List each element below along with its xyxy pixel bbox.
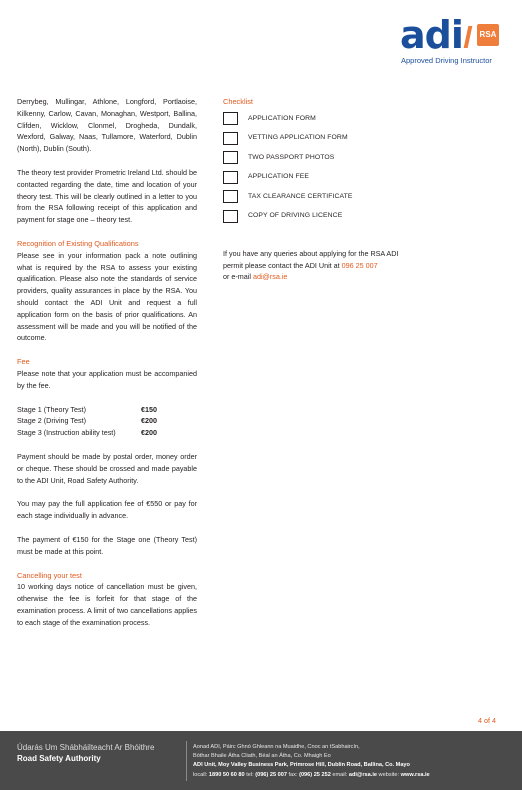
fee-row bbox=[17, 404, 197, 416]
stage-label: Stage 3 bbox=[17, 428, 42, 438]
fee-heading: Fee bbox=[17, 357, 30, 367]
checklist bbox=[223, 109, 413, 226]
checkbox[interactable] bbox=[223, 210, 238, 223]
tel-number: (096) 25 007 bbox=[255, 771, 287, 778]
stage-one-payment-paragraph: The payment of €150 for the Stage one (Theory Test) must be made at this point. bbox=[17, 534, 197, 556]
checklist-label: COPY OF DRIVING LICENCE bbox=[248, 212, 343, 220]
payment-paragraph: Payment should be made by postal order, money order or cheque. These should be crossed and made payable to the ADI Unit, Road Safety Authority. bbox=[17, 451, 197, 485]
stage-label: Stage 1 bbox=[17, 404, 42, 414]
stage-label: Stage 2 bbox=[17, 416, 42, 426]
checkbox[interactable] bbox=[223, 171, 238, 184]
footer bbox=[0, 731, 522, 790]
locall-label: locall: bbox=[193, 771, 209, 778]
org-name-english: Road Safety Authority bbox=[17, 754, 101, 763]
footer-website-link[interactable]: www.rsa.ie bbox=[400, 771, 430, 778]
checklist-item[interactable] bbox=[223, 128, 413, 148]
rsa-badge: RSA bbox=[477, 24, 499, 46]
stage-amount: €200 bbox=[141, 416, 157, 426]
org-name-irish: Údarás Um Shábháilteacht Ar Bhóithre bbox=[17, 743, 155, 752]
fee-paragraph: Please note that your application must be accompanied by the fee. bbox=[17, 368, 197, 390]
checkbox[interactable] bbox=[223, 112, 238, 125]
checklist-item[interactable] bbox=[223, 206, 413, 226]
stage-amount: €200 bbox=[141, 428, 157, 438]
checklist-label: APPLICATION FORM bbox=[248, 114, 316, 122]
fee-table bbox=[17, 404, 197, 439]
full-fee-paragraph: You may pay the full application fee of €550 or pay for each stage individually in advance. bbox=[17, 499, 197, 521]
phone-link[interactable]: 096 25 007 bbox=[341, 260, 378, 270]
cancel-heading: Cancelling your test bbox=[17, 570, 82, 580]
footer-contacts bbox=[193, 771, 430, 780]
stage-desc: (Theory Test) bbox=[41, 404, 86, 414]
checklist-item[interactable] bbox=[223, 187, 413, 207]
checkbox[interactable] bbox=[223, 190, 238, 203]
fax-number: (096) 25 252 bbox=[299, 771, 331, 778]
email-prefix: or e-mail bbox=[223, 272, 253, 282]
address-english: ADI Unit, Moy Valley Business Park, Primrose Hill, Dublin Road, Ballina, Co. Mayo bbox=[193, 762, 410, 769]
recognition-paragraph: Please see in your information pack a note outlining what is required by the RSA to assess your existing qualification. Please also note the standards of service providers, quality assurances in place by the RSA. You should contact the ADI Unit and request a full application form on the basis of prior qualifications. An assessment will be made and you will be notified of the outcome. bbox=[17, 250, 197, 343]
stage-desc: (Instruction ability test) bbox=[41, 428, 116, 438]
queries-paragraph bbox=[223, 248, 413, 283]
fee-row bbox=[17, 427, 197, 439]
footer-org bbox=[17, 742, 154, 764]
queries-text: If you have any queries about applying for the RSA ADI permit please contact the ADI Unit at bbox=[223, 248, 399, 270]
fee-row bbox=[17, 415, 197, 427]
fax-label: fax: bbox=[286, 771, 300, 778]
checklist-heading: Checklist bbox=[223, 97, 253, 106]
logo-tagline: Approved Driving Instructor bbox=[401, 56, 492, 65]
logo-slash-icon bbox=[464, 26, 473, 48]
theory-test-paragraph: The theory test provider Prometric Ireland Ltd. should be contacted regarding the date, time and location of your theory test. This will be clearly outlined in a letter to you from the RSA following receipt of this application and payment for stage one – theory test. bbox=[17, 167, 197, 225]
footer-email-link[interactable]: adi@rsa.ie bbox=[348, 771, 377, 778]
address-irish-line-2: Bóthar Bhaile Átha Cliath, Béal an Átha, Co. Mhaigh Eo bbox=[193, 753, 331, 760]
page-number: 4 of 4 bbox=[478, 716, 496, 725]
checklist-label: TWO PASSPORT PHOTOS bbox=[248, 153, 335, 161]
stage-amount: €150 bbox=[141, 404, 157, 414]
recognition-heading: Recognition of Existing Qualifications bbox=[17, 238, 139, 248]
checklist-item[interactable] bbox=[223, 167, 413, 187]
checkbox[interactable] bbox=[223, 151, 238, 164]
checklist-label: TAX CLEARANCE CERTIFICATE bbox=[248, 192, 353, 200]
cancel-paragraph: 10 working days notice of cancellation must be given, otherwise the fee is forfeit for that stage of the examination process. A limit of two cancellations applies to each stage of the examination process. bbox=[17, 582, 197, 627]
logo-mark: adi bbox=[400, 13, 463, 57]
checklist-item[interactable] bbox=[223, 148, 413, 168]
tel-label: tel: bbox=[244, 771, 256, 778]
locall-number: 1890 50 60 80 bbox=[208, 771, 245, 778]
left-column bbox=[17, 96, 197, 628]
footer-divider bbox=[186, 741, 187, 781]
checklist-label: APPLICATION FEE bbox=[248, 173, 310, 181]
email-label: email: bbox=[330, 771, 349, 778]
checklist-label: VETTING APPLICATION FORM bbox=[248, 134, 348, 142]
website-label: website: bbox=[377, 771, 401, 778]
address-irish-line-1: Aonad ADI, Páirc Ghnó Ghleann na Muaidhe, Cnoc an tSabhaircín, bbox=[193, 744, 360, 750]
email-link[interactable]: adi@rsa.ie bbox=[252, 272, 288, 282]
right-column bbox=[223, 96, 413, 283]
stage-desc: (Driving Test) bbox=[41, 416, 86, 426]
footer-address bbox=[193, 743, 430, 780]
checklist-item[interactable] bbox=[223, 109, 413, 129]
adi-logo bbox=[400, 10, 518, 70]
checkbox[interactable] bbox=[223, 132, 238, 145]
test-centres-paragraph: Derrybeg, Mullingar, Athlone, Longford, Portlaoise, Kilkenny, Carlow, Cavan, Monaghan, Westport, Ballina, Clifden, Wicklow, Clonmel, Drogheda, Dundalk, Wexford, Galway, Naas, Tullamore, Waterford, Dublin (North), Dublin (South). bbox=[17, 97, 197, 154]
